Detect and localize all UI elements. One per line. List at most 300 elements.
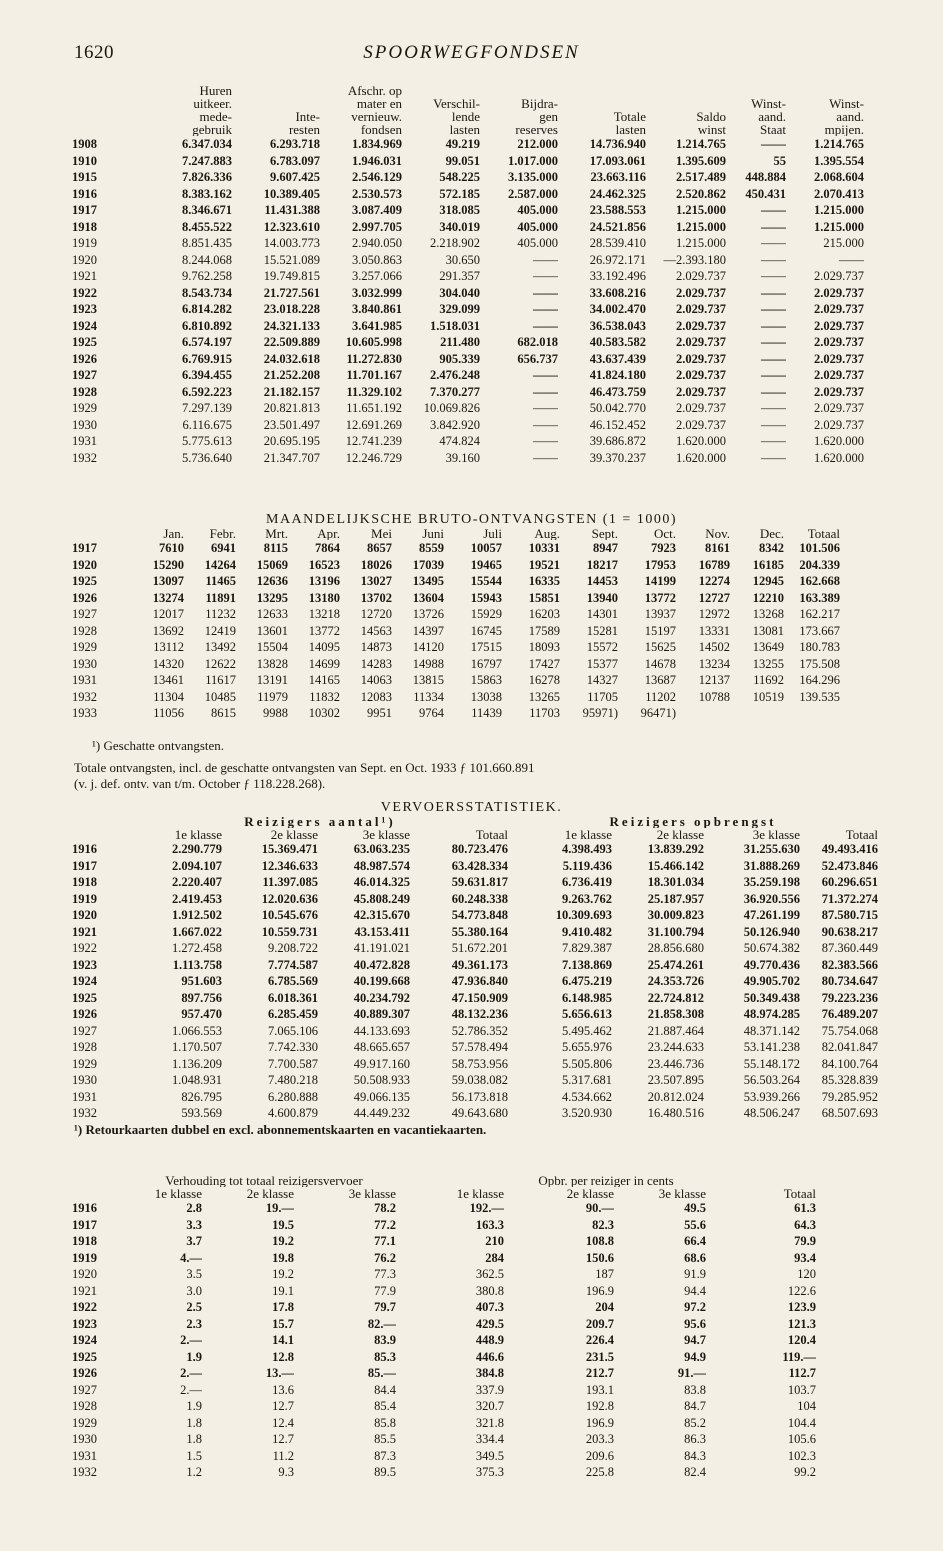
value-cell: 446.6 (475, 1349, 504, 1364)
value-cell: 49.5 (684, 1201, 706, 1215)
year-cell: 1932 (72, 689, 97, 704)
value-cell: 9.263.762 (562, 891, 612, 906)
value-cell: —— (761, 335, 786, 349)
value-cell: 1.017.000 (508, 153, 558, 168)
ratio-row (72, 1382, 816, 1399)
financial-row (72, 318, 864, 335)
value-cell: 17039 (412, 557, 444, 572)
year-cell: 1927 (72, 607, 97, 621)
value-cell: 1.834.969 (352, 137, 402, 151)
value-cell: 40.234.792 (353, 990, 410, 1005)
value-cell: 7.774.587 (268, 957, 318, 972)
ratio-column-header: 2e klasse (246, 1187, 294, 1200)
value-cell: 13.6 (272, 1382, 294, 1397)
value-cell: 3.641.985 (352, 318, 402, 333)
value-cell: 2.068.604 (814, 170, 864, 184)
value-cell: 16523 (308, 557, 340, 572)
year-cell: 1908 (72, 137, 97, 151)
value-cell: 21.887.464 (647, 1023, 704, 1038)
value-cell: 13295 (256, 590, 288, 605)
value-cell: 10302 (308, 706, 340, 720)
value-cell: 4.600.879 (268, 1106, 318, 1120)
value-cell: 10.309.693 (555, 908, 612, 922)
value-cell: 193.1 (585, 1382, 614, 1397)
value-cell: 13038 (470, 689, 502, 704)
value-cell: 59.038.082 (451, 1073, 508, 1087)
monthly-column-header: Nov. (705, 527, 730, 540)
value-cell: 91.— (677, 1366, 706, 1380)
year-cell: 1923 (72, 1316, 97, 1331)
value-cell: 405.000 (517, 236, 558, 250)
value-cell: 225.8 (585, 1465, 614, 1479)
value-cell: 16278 (528, 673, 560, 687)
ratio-column-header: 1e klasse (456, 1187, 504, 1200)
year-cell: 1916 (72, 186, 97, 201)
value-cell: 5.317.681 (562, 1073, 612, 1087)
value-cell: 20.812.024 (647, 1089, 704, 1104)
value-cell: 82.4 (684, 1465, 706, 1479)
value-cell: 41.824.180 (589, 368, 646, 382)
value-cell: 11465 (205, 574, 236, 588)
value-cell: 10485 (204, 689, 236, 704)
year-cell: 1930 (72, 1432, 97, 1446)
year-cell: 1925 (72, 574, 97, 588)
year-cell: 1929 (72, 401, 97, 415)
transport-row (72, 841, 878, 858)
value-cell: 2.029.737 (676, 285, 726, 300)
value-cell (730, 705, 784, 722)
value-cell: 12720 (360, 607, 392, 621)
value-cell: 15.466.142 (647, 858, 704, 873)
value-cell: 682.018 (517, 335, 558, 349)
value-cell: 14678 (644, 656, 676, 671)
financial-row (72, 450, 864, 467)
value-cell: 1.2 (186, 1465, 202, 1479)
value-cell: 87.3 (374, 1448, 396, 1463)
value-cell: 2.029.737 (676, 351, 726, 366)
year-cell: 1918 (72, 875, 97, 889)
value-cell: 6.280.888 (268, 1089, 318, 1104)
financial-row (72, 186, 864, 203)
monthly-row (72, 705, 840, 722)
ratio-row (72, 1200, 816, 1217)
value-cell: 2.530.573 (352, 186, 402, 201)
value-cell (676, 705, 730, 722)
value-cell: 150.6 (585, 1250, 614, 1265)
value-cell: 43.153.411 (354, 924, 410, 939)
value-cell (784, 705, 840, 722)
value-cell: 405.000 (517, 203, 558, 217)
ratio-row (72, 1299, 816, 1316)
value-cell: 64.3 (794, 1217, 816, 1232)
value-cell: 12083 (360, 689, 392, 704)
value-cell: 86.3 (684, 1432, 706, 1446)
transport-row (72, 990, 878, 1007)
page-header (0, 42, 943, 66)
value-cell: 14.1 (272, 1333, 294, 1347)
value-cell: 13495 (412, 574, 444, 588)
value-cell: 14199 (644, 574, 676, 588)
value-cell: 85.3 (374, 1349, 396, 1364)
financial-header-row (72, 84, 864, 136)
year-cell: 1917 (72, 541, 97, 555)
ratio-group-row (72, 1174, 816, 1187)
value-cell: 50.042.770 (589, 401, 646, 415)
value-cell: 80.723.476 (451, 842, 508, 856)
value-cell: 12.246.729 (345, 450, 402, 465)
monthly-footnote: ¹) Geschatte ontvangsten. (92, 738, 225, 753)
value-cell: 897.756 (181, 990, 222, 1005)
year-cell: 1922 (72, 941, 97, 955)
value-cell: 96471) (640, 706, 676, 720)
value-cell: 17.093.061 (589, 153, 646, 168)
value-cell: 14563 (360, 623, 392, 638)
value-cell: 10788 (698, 689, 730, 704)
year-cell: 1931 (72, 1448, 97, 1463)
year-cell: 1920 (72, 1267, 97, 1281)
value-cell: 2.218.902 (430, 236, 480, 250)
ratio-row (72, 1349, 816, 1366)
value-cell: 48.371.142 (743, 1023, 800, 1038)
year-cell: 1921 (72, 1283, 97, 1298)
value-cell: 13234 (698, 656, 730, 671)
value-cell: 3.135.000 (508, 170, 558, 184)
financial-row (72, 252, 864, 269)
value-cell: 204 (595, 1300, 614, 1314)
financial-column-header: Verschil- lende lasten (433, 96, 480, 136)
year-cell: 1924 (72, 318, 97, 333)
value-cell: 14397 (412, 623, 444, 638)
ratio-year-header (72, 1187, 132, 1200)
value-cell: 11.651.192 (346, 401, 402, 415)
value-cell: 23.501.497 (263, 417, 320, 432)
value-cell: 318.085 (439, 203, 480, 217)
value-cell: 22.509.889 (263, 335, 320, 349)
financial-column-header: Afschr. op mater en vernieuw. fondsen (347, 84, 402, 136)
value-cell: 76.2 (374, 1250, 396, 1265)
monthly-note-line-1: Totale ontvangsten, incl. de geschatte ontvangsten van Sept. en Oct. 1933 ƒ 101.660.891 (74, 760, 535, 775)
value-cell: 905.339 (439, 351, 480, 366)
ratio-group-cents: Opbr. per reiziger in cents (538, 1174, 674, 1187)
value-cell: 284 (485, 1250, 504, 1265)
ratio-row (72, 1464, 816, 1481)
value-cell: 215.000 (823, 236, 864, 250)
value-cell: 53.141.238 (743, 1040, 800, 1054)
financial-row (72, 202, 864, 219)
value-cell: 1.215.000 (676, 236, 726, 250)
value-cell: 8342 (759, 541, 784, 555)
value-cell: 85.— (367, 1366, 396, 1380)
value-cell: 9.410.482 (562, 924, 612, 939)
value-cell: 101.506 (799, 541, 840, 555)
year-cell: 1924 (72, 974, 97, 988)
page-title: SPOORWEGFONDSEN (363, 42, 580, 63)
year-cell: 1929 (72, 1415, 97, 1430)
value-cell: 3.0 (186, 1283, 202, 1298)
value-cell: 46.473.759 (589, 384, 646, 399)
value-cell: —2.393.180 (663, 252, 726, 267)
financial-row (72, 268, 864, 285)
financial-column-header: Bijdra- gen reserves (515, 96, 558, 136)
value-cell: 548.225 (439, 170, 480, 184)
monthly-table (72, 527, 840, 722)
value-cell: 6.783.097 (270, 153, 320, 168)
value-cell: 77.3 (374, 1267, 396, 1281)
value-cell: 13027 (360, 574, 392, 588)
value-cell: 13196 (308, 574, 340, 588)
value-cell: 2.029.737 (676, 335, 726, 349)
value-cell: 1.5 (186, 1448, 202, 1463)
value-cell: 1.215.000 (676, 219, 726, 234)
value-cell: 180.783 (799, 640, 840, 654)
value-cell: —— (533, 285, 558, 300)
value-cell: 6.785.569 (268, 974, 318, 988)
value-cell: 48.506.247 (743, 1106, 800, 1120)
year-cell: 1920 (72, 252, 97, 267)
value-cell: 14699 (308, 656, 340, 671)
value-cell: 8947 (593, 541, 618, 555)
value-cell: 192.8 (585, 1399, 614, 1413)
value-cell: 212.000 (517, 137, 558, 151)
value-cell: 79.9 (794, 1234, 816, 1248)
value-cell: 47.150.909 (451, 990, 508, 1005)
value-cell: 2.— (180, 1366, 202, 1380)
value-cell: 19.2 (272, 1234, 294, 1248)
ratio-row (72, 1332, 816, 1349)
value-cell: 24.353.726 (647, 974, 704, 988)
value-cell: 33.192.496 (589, 269, 646, 283)
value-cell: 375.3 (475, 1465, 504, 1479)
value-cell: 1.620.000 (676, 434, 726, 448)
value-cell: 6.592.223 (182, 384, 232, 399)
value-cell: 30.650 (445, 252, 480, 267)
value-cell: 13604 (412, 590, 444, 605)
ratio-row (72, 1448, 816, 1465)
ratio-column-header: 3e klasse (658, 1187, 706, 1200)
value-cell: 42.315.670 (353, 908, 410, 922)
value-cell: 91.9 (684, 1267, 706, 1281)
value-cell: 450.431 (745, 186, 786, 201)
value-cell: 2.029.737 (676, 384, 726, 399)
value-cell: —— (839, 252, 864, 267)
year-cell: 1931 (72, 673, 97, 687)
value-cell: 93.4 (794, 1250, 816, 1265)
value-cell: 123.9 (787, 1300, 816, 1314)
value-cell: 18026 (360, 557, 392, 572)
value-cell: 36.920.556 (743, 891, 800, 906)
value-cell: 25.474.261 (647, 957, 704, 972)
value-cell: 99.2 (794, 1465, 816, 1479)
financial-row (72, 169, 864, 186)
value-cell: 23.244.633 (647, 1040, 704, 1054)
value-cell: 14264 (204, 557, 236, 572)
value-cell: 8115 (263, 541, 288, 555)
monthly-column-header: Febr. (209, 527, 236, 540)
value-cell: 50.349.438 (743, 990, 800, 1005)
value-cell: 8.383.162 (182, 186, 232, 201)
transport-row (72, 1056, 878, 1073)
transport-row (72, 1105, 878, 1122)
value-cell: 231.5 (585, 1349, 614, 1364)
value-cell: 210 (485, 1234, 504, 1248)
ratio-column-header: 3e klasse (348, 1187, 396, 1200)
value-cell: 9.208.722 (268, 941, 318, 955)
transport-column-header: Totaal (845, 828, 878, 841)
ratio-row (72, 1217, 816, 1234)
value-cell: 2.029.737 (814, 401, 864, 415)
value-cell: 47.936.840 (451, 974, 508, 988)
value-cell: 163.389 (799, 590, 840, 605)
ratio-row (72, 1233, 816, 1250)
value-cell: 1.9 (186, 1399, 202, 1413)
value-cell: 12.7 (272, 1399, 294, 1413)
monthly-row (72, 606, 840, 623)
value-cell: 55.148.172 (743, 1056, 800, 1071)
value-cell: 16789 (698, 557, 730, 572)
financial-row (72, 433, 864, 450)
value-cell: —— (533, 417, 558, 432)
value-cell: 2.029.737 (814, 335, 864, 349)
value-cell: 95.6 (684, 1316, 706, 1331)
value-cell: 26.972.171 (589, 252, 646, 267)
value-cell: 11705 (587, 689, 618, 704)
value-cell: 68.6 (684, 1250, 706, 1265)
value-cell: 12.4 (272, 1415, 294, 1430)
value-cell: 173.667 (799, 623, 840, 638)
year-cell: 1920 (72, 908, 97, 922)
year-cell: 1932 (72, 1106, 97, 1120)
year-cell: 1924 (72, 1333, 97, 1347)
value-cell: 407.3 (475, 1300, 504, 1314)
value-cell: 1.066.553 (172, 1023, 222, 1038)
year-cell: 1921 (72, 269, 97, 283)
value-cell: 18217 (586, 557, 618, 572)
value-cell: 35.259.198 (743, 875, 800, 889)
value-cell: 6.347.034 (182, 137, 232, 151)
value-cell: 226.4 (585, 1333, 614, 1347)
value-cell: 2.029.737 (814, 285, 864, 300)
value-cell: 196.9 (585, 1415, 614, 1430)
value-cell: 30.009.823 (647, 908, 704, 922)
monthly-row (72, 656, 840, 673)
value-cell: 291.357 (439, 269, 480, 283)
value-cell: 448.884 (745, 170, 786, 184)
value-cell: 13828 (256, 656, 288, 671)
year-cell: 1919 (72, 1250, 97, 1265)
value-cell: 13112 (153, 640, 184, 654)
value-cell: 16335 (528, 574, 560, 588)
ratio-table (72, 1174, 816, 1481)
value-cell: 83.8 (684, 1382, 706, 1397)
value-cell: 47.261.199 (743, 908, 800, 922)
year-cell: 1920 (72, 557, 97, 572)
value-cell: 10.389.405 (263, 186, 320, 201)
value-cell: 13265 (528, 689, 560, 704)
value-cell: 1.214.765 (814, 137, 864, 151)
value-cell: 204.339 (799, 557, 840, 572)
ratio-section (0, 1174, 943, 1481)
value-cell: 8615 (211, 706, 236, 720)
transport-row (72, 973, 878, 990)
value-cell: 82.041.847 (821, 1040, 878, 1054)
value-cell: 60.296.651 (821, 875, 878, 889)
financial-column-header: Inte- resten (288, 109, 320, 136)
value-cell: 6.814.282 (182, 302, 232, 316)
year-cell: 1910 (72, 153, 97, 168)
value-cell: 3.520.930 (562, 1106, 612, 1120)
value-cell: 7864 (315, 541, 340, 555)
financial-row (72, 367, 864, 384)
value-cell: 15.521.089 (263, 252, 320, 267)
value-cell: 2.029.737 (676, 401, 726, 415)
value-cell: 9.762.258 (182, 269, 232, 283)
value-cell: —— (761, 236, 786, 250)
value-cell: 77.2 (374, 1217, 396, 1232)
value-cell: 6.018.361 (268, 990, 318, 1005)
transport-row (72, 957, 878, 974)
value-cell: 21.252.208 (263, 368, 320, 382)
value-cell: 14988 (412, 656, 444, 671)
value-cell: 162.217 (799, 607, 840, 621)
value-cell: 13702 (360, 590, 392, 605)
value-cell: 2.520.862 (676, 186, 726, 201)
value-cell: 50.126.940 (743, 924, 800, 939)
value-cell: 2.070.413 (814, 186, 864, 201)
value-cell: —— (761, 417, 786, 432)
value-cell: 19.8 (272, 1250, 294, 1265)
value-cell: 79.7 (374, 1300, 396, 1314)
value-cell: 20.821.813 (263, 401, 320, 415)
value-cell: 40.472.828 (353, 957, 410, 972)
financial-column-header: Saldo winst (696, 109, 726, 136)
value-cell: 11.701.167 (346, 368, 402, 382)
value-cell: 3.5 (186, 1267, 202, 1281)
value-cell: 9764 (419, 706, 444, 720)
value-cell: 1.136.209 (172, 1056, 222, 1071)
value-cell: 49.361.173 (451, 957, 508, 972)
value-cell: —— (533, 368, 558, 382)
value-cell: 49.219 (445, 137, 480, 151)
value-cell: 82.383.566 (821, 957, 878, 972)
value-cell: 23.018.228 (263, 302, 320, 316)
value-cell: 6.293.718 (270, 137, 320, 151)
monthly-row (72, 689, 840, 706)
value-cell: —— (761, 269, 786, 283)
transport-section (0, 800, 943, 1137)
value-cell: 2.029.737 (676, 368, 726, 382)
value-cell: 21.858.308 (647, 1007, 704, 1021)
value-cell: —— (761, 252, 786, 267)
value-cell: 2.476.248 (430, 368, 480, 382)
transport-row (72, 924, 878, 941)
transport-row (72, 1089, 878, 1106)
value-cell: 87.360.449 (821, 941, 878, 955)
year-cell: 1917 (72, 203, 97, 217)
transport-row (72, 874, 878, 891)
monthly-row (72, 672, 840, 689)
value-cell: 68.507.693 (821, 1106, 878, 1120)
year-cell: 1930 (72, 417, 97, 432)
value-cell: 4.— (180, 1250, 202, 1265)
value-cell: —— (533, 252, 558, 267)
value-cell: 39.160 (445, 450, 480, 465)
financial-row (72, 153, 864, 170)
value-cell: 448.9 (475, 1333, 504, 1347)
value-cell: 1.8 (186, 1415, 202, 1430)
monthly-title: MAANDELIJKSCHE BRUTO-ONTVANGSTEN (1 = 1000) (266, 512, 677, 527)
value-cell: 656.737 (517, 351, 558, 366)
value-cell: 209.6 (585, 1448, 614, 1463)
